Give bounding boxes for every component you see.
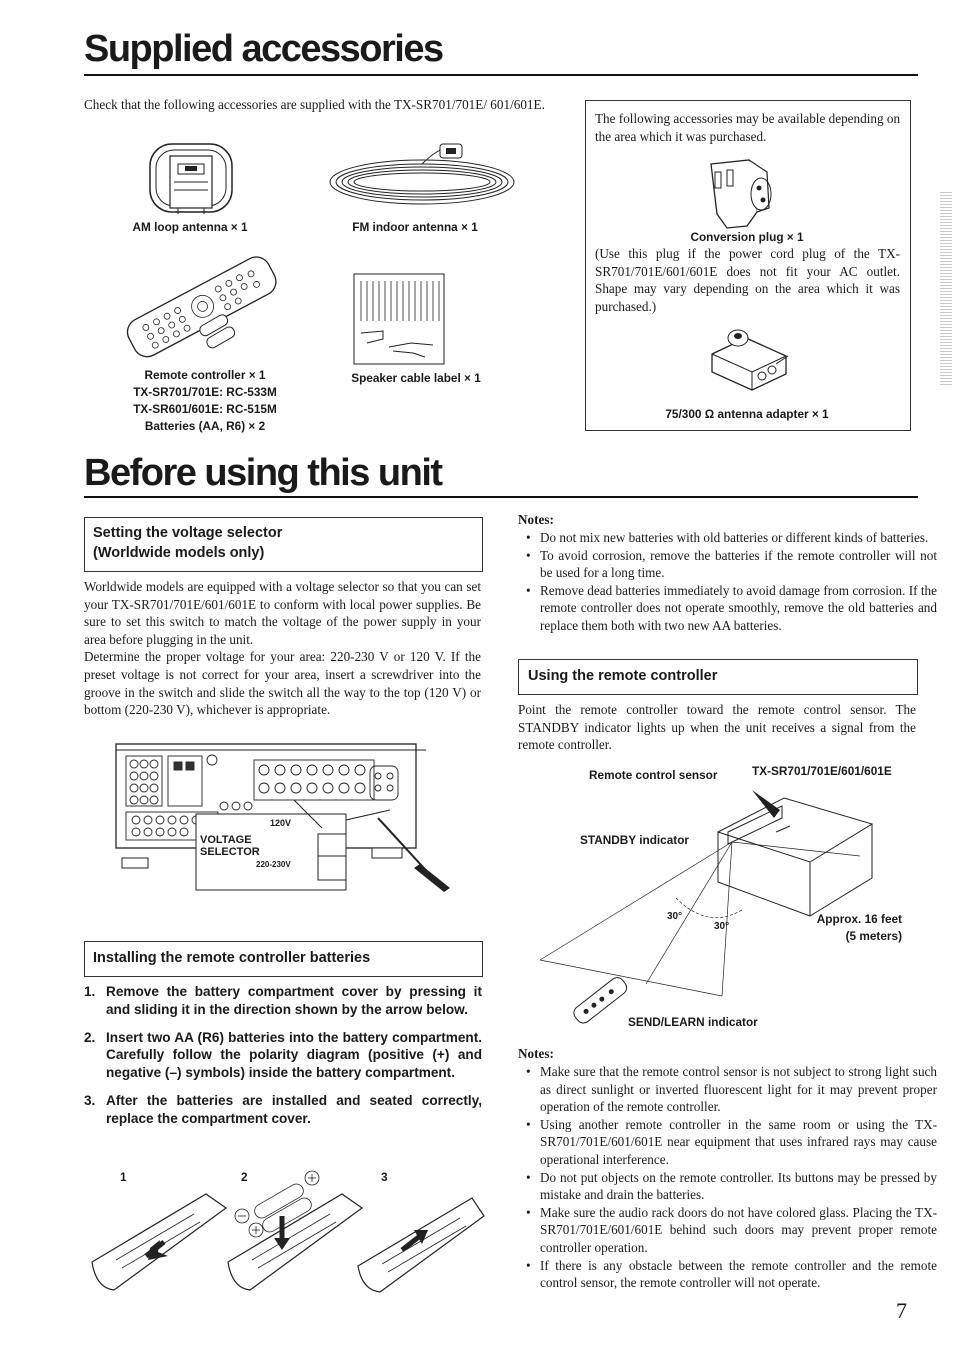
speaker-cable-label-illustration bbox=[353, 273, 445, 365]
model-label: TX-SR701/701E/601/601E bbox=[752, 764, 892, 778]
remote-range-diagram bbox=[536, 770, 876, 1040]
distance-label-line-2: (5 meters) bbox=[845, 929, 902, 943]
batteries-section-title: Installing the remote controller batteries bbox=[93, 950, 371, 966]
notes1-item-3: • Remove dead batteries immediately to avoid damage from corrosion. If the remote controller does not operate smoothly, remove the old batteries and replace them both with two new AA batteries. bbox=[540, 582, 937, 635]
battery-step-3-number: 3. bbox=[84, 1092, 96, 1108]
voltage-selector-label-line-1: VOLTAGE bbox=[200, 834, 252, 846]
antenna-adapter-illustration bbox=[706, 326, 794, 394]
remote-control-sensor-label: Remote control sensor bbox=[589, 768, 718, 782]
notes2-heading: Notes: bbox=[518, 1046, 554, 1061]
distance-label bbox=[740, 911, 902, 945]
fm-antenna-caption: FM indoor antenna × 1 bbox=[352, 220, 478, 234]
conversion-plug-text: (Use this plug if the power cord plug of the TX-SR701/701E/601/601E does not fit your AC outlet. Shape may vary depending on the area which it was purchased.) bbox=[595, 246, 900, 314]
remote-paragraph: Point the remote controller toward the remote control sensor. The STANDBY indicator lights up when the unit receives a signal from the remote controller. bbox=[518, 702, 916, 753]
battery-step-2-number: 2. bbox=[84, 1029, 96, 1045]
battery-steps-list bbox=[84, 983, 482, 1138]
antenna-adapter-caption: 75/300 Ω antenna adapter × 1 bbox=[665, 407, 829, 421]
battery-step-3 bbox=[84, 1092, 482, 1128]
send-learn-indicator-label: SEND/LEARN indicator bbox=[628, 1015, 758, 1029]
voltage-selector-label bbox=[200, 834, 260, 858]
title-supplied-accessories: Supplied accessories bbox=[84, 28, 443, 70]
voltage-paragraph-2: Determine the proper voltage for your area: 220-230 V or 120 V. If the preset voltage is not correct for your area, insert a screwdriver into the groove in the switch and slide the switch all the way to the top (120 V) or bottom (220-230 V), whichever is appropriate. bbox=[84, 649, 481, 718]
notes2-item-1: • Make sure that the remote control sensor is not subject to strong light such as direct sunlight or inverted fluorescent light for it may prevent proper operation of the remote controller. bbox=[540, 1063, 937, 1116]
title-rule-2 bbox=[84, 496, 918, 498]
voltage-selector-label-line-2: SELECTOR bbox=[200, 846, 260, 858]
voltage-paragraph-1: Worldwide models are equipped with a voltage selector so that you can set your TX-SR701/701E/601/601E to conform with local power supplies. Be sure to set this switch to match the voltage of the power supply in your area before plugging in the unit. bbox=[84, 579, 481, 647]
battery-step-1-text: Remove the battery compartment cover by pressing it and sliding it in the direction shown by the arrow below. bbox=[106, 984, 482, 1017]
battery-installation-figure bbox=[86, 1164, 486, 1314]
standby-indicator-label: STANDBY indicator bbox=[580, 833, 690, 847]
battery-fig-label-3: 3 bbox=[381, 1170, 388, 1184]
notes1-list bbox=[520, 529, 937, 635]
speaker-cable-caption: Speaker cable label × 1 bbox=[351, 371, 481, 385]
title-before-using: Before using this unit bbox=[84, 452, 442, 494]
battery-step-1 bbox=[84, 983, 482, 1019]
notes1-item-1: • Do not mix new batteries with old batteries or different kinds of batteries. bbox=[540, 529, 937, 547]
accessories-intro: Check that the following accessories are supplied with the TX-SR701/701E/ 601/601E. bbox=[84, 97, 545, 112]
battery-step-2 bbox=[84, 1029, 482, 1082]
voltage-text bbox=[84, 578, 481, 719]
conversion-plug-illustration bbox=[697, 156, 787, 232]
remote-controller-illustration bbox=[112, 250, 287, 362]
battery-fig-label-2: 2 bbox=[241, 1170, 248, 1184]
notes2-item-4: • Make sure the audio rack doors do not have colored glass. Placing the TX-SR701/701E/601/601E behind such doors may prevent proper remote controller operation. bbox=[540, 1204, 937, 1257]
remote-caption-line-2: TX-SR701/701E: RC-533M bbox=[133, 385, 277, 399]
distance-label-line-1: Approx. 16 feet bbox=[816, 912, 902, 926]
battery-step-3-text: After the batteries are installed and seated correctly, replace the compartment cover. bbox=[106, 1092, 482, 1126]
am-antenna-caption: AM loop antenna × 1 bbox=[132, 220, 248, 234]
angle-label-1: 30° bbox=[667, 911, 683, 922]
title-rule-1 bbox=[84, 74, 918, 76]
area-box-intro: The following accessories may be available depending on the area which it was purchased. bbox=[595, 111, 901, 144]
conversion-plug-title: Conversion plug × 1 bbox=[690, 230, 804, 244]
angle-label-2: 30° bbox=[714, 921, 730, 932]
remote-section-title: Using the remote controller bbox=[528, 668, 718, 684]
am-loop-antenna-illustration bbox=[148, 142, 234, 216]
notes2-item-3: • Do not put objects on the remote controller. Its buttons may be pressed by mistake and drain the batteries. bbox=[540, 1169, 937, 1204]
remote-caption-line-4: Batteries (AA, R6) × 2 bbox=[144, 419, 266, 433]
remote-caption-line-3: TX-SR601/601E: RC-515M bbox=[133, 402, 277, 416]
notes2-item-2: • Using another remote controller in the same room or using the TX-SR701/701E/601/601E near equipment that uses infrared rays may cause operational interference. bbox=[540, 1116, 937, 1169]
page-edge-tab bbox=[940, 190, 952, 386]
voltage-section-title bbox=[93, 523, 282, 563]
page-number: 7 bbox=[896, 1298, 907, 1323]
fig-220v-label: 220-230V bbox=[256, 860, 291, 869]
remote-caption-line-1: Remote controller × 1 bbox=[144, 368, 266, 382]
battery-step-2-text: Insert two AA (R6) batteries into the battery compartment. Carefully follow the polarity diagram (positive (+) and negative (–) symbols) inside the battery compartment. bbox=[106, 1029, 482, 1081]
fig-120v-label: 120V bbox=[270, 818, 292, 828]
battery-fig-label-1: 1 bbox=[120, 1170, 127, 1184]
fm-antenna-illustration bbox=[322, 142, 522, 210]
notes1-item-2: • To avoid corrosion, remove the batteries if the remote controller will not be used for a long time. bbox=[540, 547, 937, 582]
notes2-list bbox=[520, 1063, 937, 1292]
notes1-heading: Notes: bbox=[518, 512, 554, 527]
remote-caption bbox=[96, 367, 314, 435]
voltage-title-line-2: (Worldwide models only) bbox=[93, 545, 265, 561]
voltage-title-line-1: Setting the voltage selector bbox=[93, 525, 283, 541]
battery-step-1-number: 1. bbox=[84, 984, 96, 999]
notes2-item-5: • If there is any obstacle between the remote controller and the remote control sensor, the remote controller will not operate. bbox=[540, 1257, 937, 1292]
